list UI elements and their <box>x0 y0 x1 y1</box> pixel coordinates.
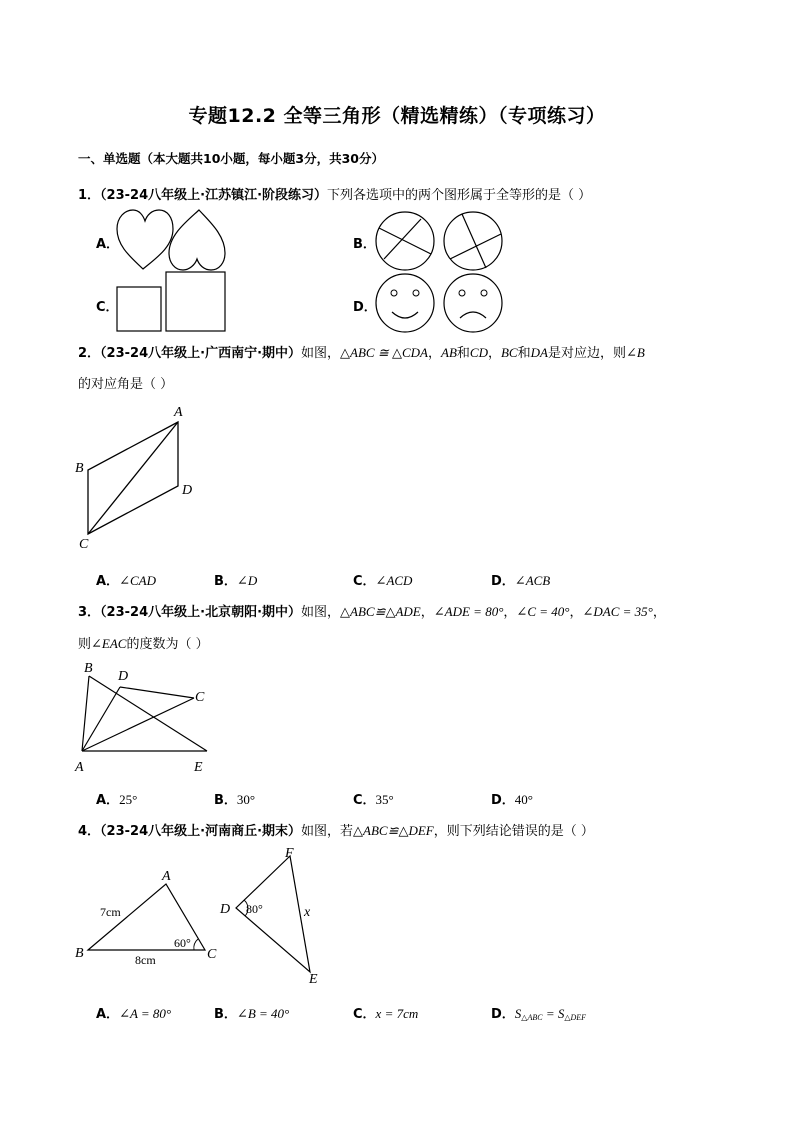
q4-option-b[interactable]: B．∠B = 40° <box>214 1006 290 1022</box>
question-4: 4．（23-24八年级上·河南商丘·期末）如图，若△ABC≌△DEF，则下列结论错误的是（ ） <box>78 823 594 839</box>
heart-inverted-shape <box>169 210 225 270</box>
q1-hearts-figure <box>115 207 235 273</box>
question-3-line2: 则∠EAC的度数为（ ） <box>78 636 209 652</box>
q3-option-c[interactable]: C．35° <box>353 792 394 808</box>
q2-label-a: A <box>174 405 183 420</box>
q3-label-d: D <box>118 669 129 684</box>
q1-option-a[interactable]: A． <box>96 237 120 252</box>
q1-option-c[interactable]: C． <box>96 300 119 315</box>
heart-left-shape <box>117 210 173 269</box>
q2-congruence: △ABC ≅ △CDA <box>340 345 428 360</box>
q3-label-e: E <box>194 760 203 775</box>
q3-label-a: A <box>75 760 84 775</box>
q1-source: （23-24八年级上·江苏镇江·阶段练习） <box>100 188 328 203</box>
q3-option-b[interactable]: B．30° <box>214 792 256 808</box>
question-1 <box>78 184 591 203</box>
q4-label-angle-d: 80° <box>246 902 263 916</box>
q4-label-d: D <box>220 902 231 917</box>
q3-number: 3． <box>78 605 101 620</box>
q2-angle: ∠B <box>625 345 645 360</box>
q2-label-b: B <box>75 461 84 476</box>
q1-option-b[interactable]: B． <box>353 237 376 252</box>
q1-faces-figure <box>374 272 504 334</box>
q3-congruence: △ABC≌△ADE <box>340 604 421 619</box>
q4-number: 4． <box>78 824 101 839</box>
circle-right-shape <box>444 212 502 270</box>
q4-label-angle-c: 60° <box>174 936 191 950</box>
diagonal-ac <box>88 422 178 534</box>
q2-option-a[interactable]: A．∠CAD <box>96 573 156 589</box>
q3-label-b: B <box>84 661 93 676</box>
q4-label-ab: 7cm <box>100 905 121 919</box>
q4-label-a: A <box>162 869 171 884</box>
q3-option-a[interactable]: A．25° <box>96 792 138 808</box>
q4-congruence: △ABC≌△DEF <box>353 823 434 838</box>
q2-option-c[interactable]: C．∠ACD <box>353 573 413 589</box>
q2-source: （23-24八年级上·广西南宁·期中） <box>100 346 302 361</box>
question-2: 2．（23-24八年级上·广西南宁·期中）如图，△ABC ≅ △CDA，AB和CD，BC和DA是对应边，则∠B <box>78 345 645 361</box>
question-2-line2: 的对应角是（ ） <box>78 377 174 392</box>
q2-number: 2． <box>78 346 101 361</box>
q1-crossed-circles-figure <box>374 210 504 272</box>
q4-label-e: E <box>309 972 318 987</box>
q2-parallelogram-figure <box>74 402 204 552</box>
q4-label-f: F <box>285 846 294 861</box>
q4-label-b: B <box>75 946 84 961</box>
q2-option-b[interactable]: B．∠D <box>214 573 258 589</box>
q2-label-c: C <box>79 537 89 552</box>
q1-squares-figure <box>116 271 228 333</box>
sad-face-shape <box>444 274 502 332</box>
q2-option-d[interactable]: D．∠ACB <box>491 573 551 589</box>
q2-label-d: D <box>182 483 193 498</box>
q3-source: （23-24八年级上·北京朝阳·期中） <box>100 605 302 620</box>
square-small-shape <box>117 287 161 331</box>
q4-option-a[interactable]: A．∠A = 80° <box>96 1006 172 1022</box>
q3-label-c: C <box>195 690 205 705</box>
q3-triangles-figure <box>72 658 222 778</box>
q3-option-d[interactable]: D．40° <box>491 792 533 808</box>
section-heading: 一、单选题（本大题共10小题，每小题3分，共30分） <box>78 151 384 166</box>
q4-label-x: x <box>304 905 311 920</box>
q4-option-d[interactable]: D．$S_{\triangle ABC} = S_{\triangle DEF}$ <box>491 1006 587 1022</box>
q4-label-c: C <box>207 947 217 962</box>
q4-option-c[interactable]: C．x = 7cm <box>353 1006 419 1022</box>
q1-option-d[interactable]: D． <box>353 300 377 315</box>
q1-number: 1． <box>78 188 101 203</box>
square-large-shape <box>166 272 225 331</box>
question-3: 3．（23-24八年级上·北京朝阳·期中）如图，△ABC≌△ADE，∠ADE = 80°，∠C = 40°，∠DAC = 35°， <box>78 604 666 620</box>
q1-text: 下列各选项中的两个图形属于全等形的是（ ） <box>327 188 592 203</box>
q4-triangle-def-figure <box>216 844 336 986</box>
page-title: 专题12.2 全等三角形（精选精练）（专项练习） <box>188 105 606 127</box>
q4-label-bc: 8cm <box>135 953 156 967</box>
smiley-face-shape <box>376 274 434 332</box>
q4-source: （23-24八年级上·河南商丘·期末） <box>100 824 302 839</box>
q4-triangle-abc-figure <box>72 866 222 966</box>
